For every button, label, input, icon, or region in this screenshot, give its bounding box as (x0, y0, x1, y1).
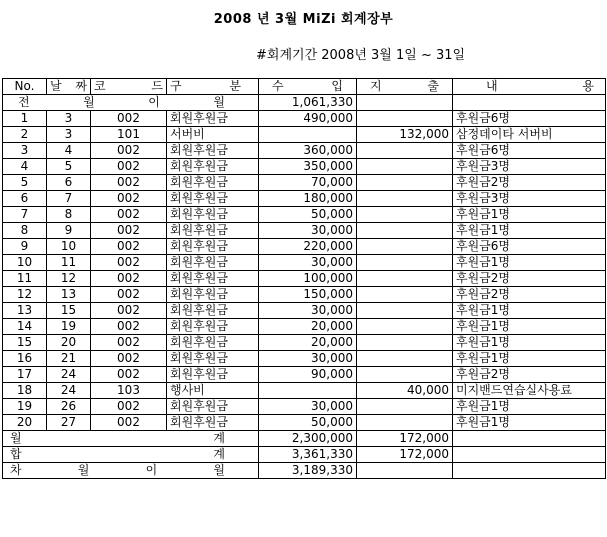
row-no: 14 (3, 319, 47, 335)
row-expense (357, 271, 453, 287)
row-day: 8 (47, 207, 91, 223)
carry-in-label: 전 월 이 월 (3, 95, 259, 111)
row-code: 002 (91, 207, 167, 223)
row-day: 24 (47, 383, 91, 399)
row-expense (357, 239, 453, 255)
row-no: 15 (3, 335, 47, 351)
grand-total-income: 3,361,330 (259, 447, 357, 463)
row-expense (357, 175, 453, 191)
row-day: 3 (47, 127, 91, 143)
row-code: 002 (91, 287, 167, 303)
table-row (3, 175, 606, 191)
row-no: 3 (3, 143, 47, 159)
row-category: 회원후원금 (167, 415, 259, 431)
row-category: 회원후원금 (167, 367, 259, 383)
row-income: 490,000 (259, 111, 357, 127)
row-code: 002 (91, 271, 167, 287)
row-category: 회원후원금 (167, 191, 259, 207)
header-income: 수 입 (259, 79, 357, 95)
row-income: 70,000 (259, 175, 357, 191)
table-row (3, 159, 606, 175)
row-no: 5 (3, 175, 47, 191)
row-content: 후원금6명 (453, 143, 606, 159)
row-day: 3 (47, 111, 91, 127)
row-day: 11 (47, 255, 91, 271)
row-category: 회원후원금 (167, 223, 259, 239)
row-code: 002 (91, 303, 167, 319)
row-category: 회원후원금 (167, 239, 259, 255)
table-row (3, 367, 606, 383)
table-row (3, 383, 606, 399)
table-row (3, 239, 606, 255)
row-content: 후원금3명 (453, 191, 606, 207)
table-row (3, 351, 606, 367)
row-income: 50,000 (259, 207, 357, 223)
row-no: 4 (3, 159, 47, 175)
month-total-expense: 172,000 (357, 431, 453, 447)
header-content: 내 용 (453, 79, 606, 95)
row-code: 002 (91, 111, 167, 127)
row-category: 회원후원금 (167, 111, 259, 127)
row-expense (357, 399, 453, 415)
row-day: 26 (47, 399, 91, 415)
row-category: 회원후원금 (167, 319, 259, 335)
row-expense: 40,000 (357, 383, 453, 399)
row-content: 후원금1명 (453, 303, 606, 319)
row-expense (357, 191, 453, 207)
row-content: 삼정데이타 서버비 (453, 127, 606, 143)
row-expense (357, 335, 453, 351)
row-code: 002 (91, 239, 167, 255)
row-income (259, 127, 357, 143)
row-category: 서버비 (167, 127, 259, 143)
row-content: 후원금2명 (453, 175, 606, 191)
carry-out-label: 차 월 이 월 (3, 463, 259, 479)
row-income: 150,000 (259, 287, 357, 303)
row-no: 10 (3, 255, 47, 271)
ledger-table (2, 78, 606, 479)
row-expense (357, 255, 453, 271)
row-income: 90,000 (259, 367, 357, 383)
row-expense (357, 207, 453, 223)
accounting-period: #회계기간 2008년 3월 1일 ~ 31일 (256, 48, 466, 63)
row-day: 12 (47, 271, 91, 287)
table-row (3, 303, 606, 319)
table-row (3, 255, 606, 271)
row-expense (357, 223, 453, 239)
row-code: 002 (91, 415, 167, 431)
row-no: 1 (3, 111, 47, 127)
table-row (3, 207, 606, 223)
table-row (3, 111, 606, 127)
grand-total-row (3, 447, 606, 463)
ledger-title: 2008 년 3월 MiZi 회계장부 (213, 12, 394, 27)
row-content: 후원금2명 (453, 287, 606, 303)
row-income: 100,000 (259, 271, 357, 287)
row-income: 30,000 (259, 255, 357, 271)
header-category: 구 분 (167, 79, 259, 95)
row-code: 002 (91, 399, 167, 415)
row-content: 후원금1명 (453, 207, 606, 223)
row-day: 6 (47, 175, 91, 191)
header-no: No. (3, 79, 47, 95)
row-day: 10 (47, 239, 91, 255)
row-category: 회원후원금 (167, 303, 259, 319)
row-content: 후원금1명 (453, 223, 606, 239)
row-income: 30,000 (259, 351, 357, 367)
table-row (3, 143, 606, 159)
grand-total-label: 합 계 (3, 447, 259, 463)
table-row (3, 127, 606, 143)
row-expense (357, 111, 453, 127)
row-no: 11 (3, 271, 47, 287)
row-day: 24 (47, 367, 91, 383)
row-income: 20,000 (259, 335, 357, 351)
table-row (3, 415, 606, 431)
row-income: 50,000 (259, 415, 357, 431)
row-expense (357, 351, 453, 367)
row-no: 19 (3, 399, 47, 415)
row-content: 후원금2명 (453, 271, 606, 287)
row-content: 후원금6명 (453, 111, 606, 127)
row-income: 20,000 (259, 319, 357, 335)
row-income: 350,000 (259, 159, 357, 175)
table-row (3, 335, 606, 351)
row-content: 후원금1명 (453, 255, 606, 271)
row-day: 7 (47, 191, 91, 207)
row-code: 002 (91, 255, 167, 271)
row-no: 8 (3, 223, 47, 239)
table-row (3, 191, 606, 207)
row-code: 002 (91, 159, 167, 175)
row-no: 9 (3, 239, 47, 255)
carry-in-row (3, 95, 606, 111)
row-no: 20 (3, 415, 47, 431)
row-expense (357, 143, 453, 159)
row-day: 5 (47, 159, 91, 175)
row-no: 6 (3, 191, 47, 207)
row-day: 4 (47, 143, 91, 159)
table-row (3, 271, 606, 287)
row-category: 회원후원금 (167, 143, 259, 159)
header-code: 코 드 (91, 79, 167, 95)
row-day: 15 (47, 303, 91, 319)
row-no: 17 (3, 367, 47, 383)
row-content: 미지밴드연습실사용료 (453, 383, 606, 399)
row-day: 27 (47, 415, 91, 431)
row-expense (357, 303, 453, 319)
row-income (259, 383, 357, 399)
row-income: 220,000 (259, 239, 357, 255)
row-category: 회원후원금 (167, 287, 259, 303)
month-total-label: 월 계 (3, 431, 259, 447)
row-day: 19 (47, 319, 91, 335)
row-code: 002 (91, 335, 167, 351)
row-expense (357, 415, 453, 431)
row-category: 회원후원금 (167, 271, 259, 287)
row-code: 002 (91, 223, 167, 239)
row-no: 16 (3, 351, 47, 367)
row-income: 360,000 (259, 143, 357, 159)
row-content: 후원금1명 (453, 399, 606, 415)
row-category: 회원후원금 (167, 159, 259, 175)
carry-in-income: 1,061,330 (259, 95, 357, 111)
row-no: 18 (3, 383, 47, 399)
header-expense: 지 출 (357, 79, 453, 95)
carry-out-income: 3,189,330 (259, 463, 357, 479)
row-category: 회원후원금 (167, 351, 259, 367)
row-code: 002 (91, 191, 167, 207)
row-category: 행사비 (167, 383, 259, 399)
row-content: 후원금1명 (453, 415, 606, 431)
header-row (3, 79, 606, 95)
row-category: 회원후원금 (167, 399, 259, 415)
row-code: 002 (91, 351, 167, 367)
row-content: 후원금1명 (453, 319, 606, 335)
row-category: 회원후원금 (167, 335, 259, 351)
row-income: 30,000 (259, 399, 357, 415)
row-expense (357, 367, 453, 383)
row-code: 103 (91, 383, 167, 399)
row-code: 002 (91, 175, 167, 191)
row-content: 후원금1명 (453, 351, 606, 367)
table-row (3, 223, 606, 239)
row-expense (357, 159, 453, 175)
row-code: 101 (91, 127, 167, 143)
table-row (3, 287, 606, 303)
row-day: 9 (47, 223, 91, 239)
row-content: 후원금1명 (453, 335, 606, 351)
row-day: 20 (47, 335, 91, 351)
row-no: 13 (3, 303, 47, 319)
row-code: 002 (91, 367, 167, 383)
row-expense (357, 319, 453, 335)
row-category: 회원후원금 (167, 175, 259, 191)
table-row (3, 399, 606, 415)
row-no: 7 (3, 207, 47, 223)
row-code: 002 (91, 143, 167, 159)
grand-total-expense: 172,000 (357, 447, 453, 463)
row-no: 12 (3, 287, 47, 303)
row-category: 회원후원금 (167, 255, 259, 271)
row-content: 후원금2명 (453, 367, 606, 383)
row-income: 30,000 (259, 223, 357, 239)
row-code: 002 (91, 319, 167, 335)
header-date: 날 짜 (47, 79, 91, 95)
carry-out-expense (357, 463, 453, 479)
row-no: 2 (3, 127, 47, 143)
row-content: 후원금6명 (453, 239, 606, 255)
row-expense: 132,000 (357, 127, 453, 143)
month-total-income: 2,300,000 (259, 431, 357, 447)
row-income: 180,000 (259, 191, 357, 207)
carry-out-row (3, 463, 606, 479)
row-category: 회원후원금 (167, 207, 259, 223)
month-total-row (3, 431, 606, 447)
row-content: 후원금3명 (453, 159, 606, 175)
table-row (3, 319, 606, 335)
row-expense (357, 287, 453, 303)
row-day: 21 (47, 351, 91, 367)
row-income: 30,000 (259, 303, 357, 319)
row-day: 13 (47, 287, 91, 303)
